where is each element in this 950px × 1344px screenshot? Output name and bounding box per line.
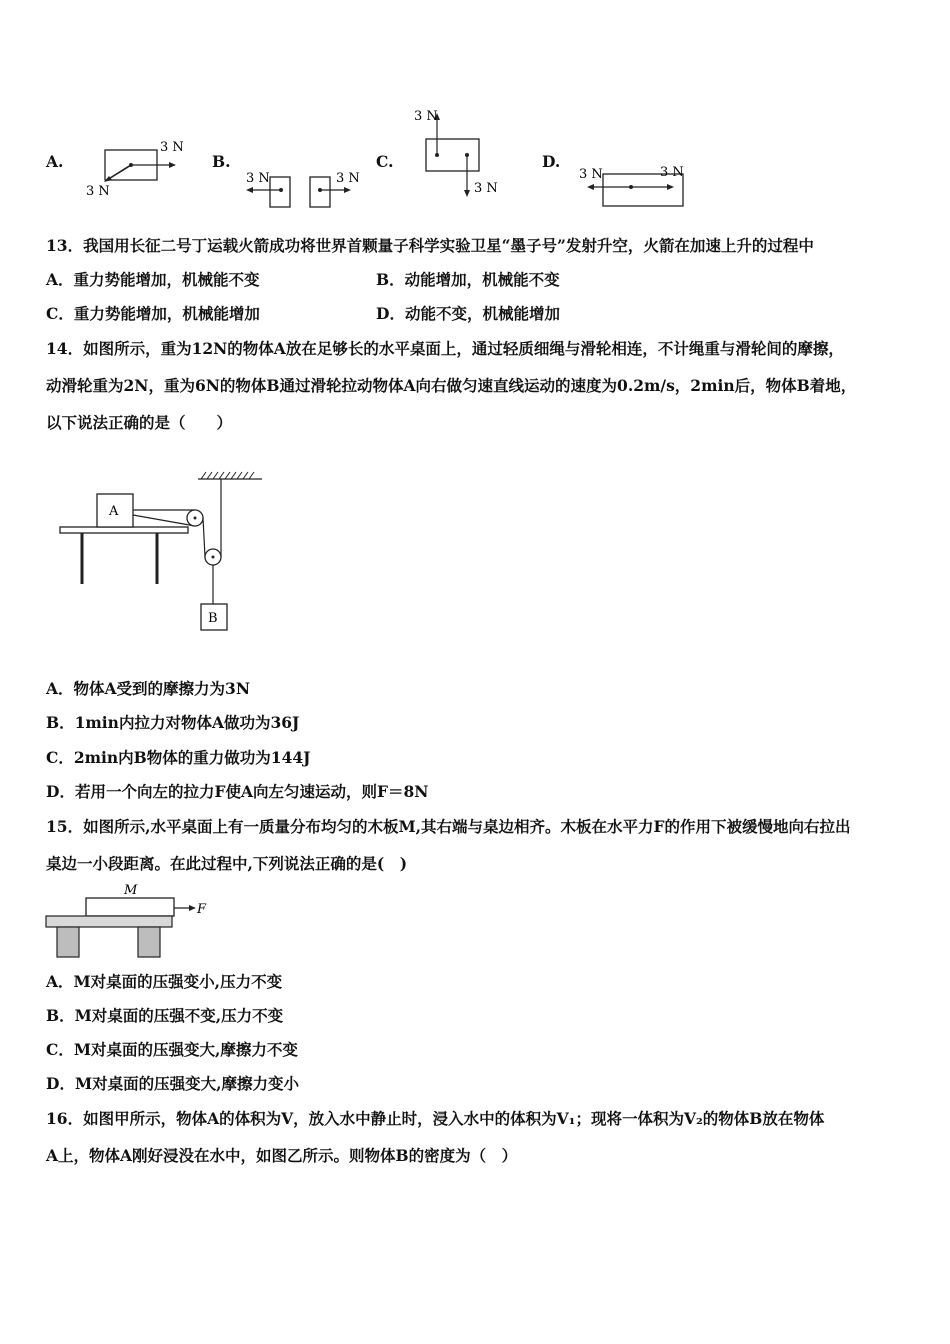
q12-option-c-diagram (410, 105, 510, 205)
force-label: 3 N (86, 184, 110, 199)
q15-stem-line-2: 桌边一小段距离。在此过程中,下列说法正确的是( ) (46, 854, 408, 873)
q12-option-b-diagram (240, 160, 370, 215)
q15-option-c: C．M对桌面的压强变大,摩擦力不变 (46, 1040, 298, 1059)
q14-stem-line-3: 以下说法正确的是（ ） (46, 413, 233, 432)
q16-stem-line-1: 16．如图甲所示，物体A的体积为V，放入水中静止时，浸入水中的体积为V₁；现将一体积为V₂的物体B放在物体 (46, 1109, 825, 1128)
q14-option-c: C．2min内B物体的重力做功为144J (46, 748, 311, 767)
q12-option-a-label: A. (46, 152, 64, 171)
force-label: 3 N (414, 109, 438, 124)
force-label: 3 N (579, 167, 603, 182)
q14-option-d: D．若用一个向左的拉力F使A向左匀速运动，则F＝8N (46, 782, 429, 801)
q15-option-a: A．M对桌面的压强变小,压力不变 (46, 972, 283, 991)
q12-option-c-label: C. (376, 152, 394, 171)
q13-option-a: A．重力势能增加，机械能不变 (46, 270, 260, 289)
q14-option-b: B．1min内拉力对物体A做功为36J (46, 713, 300, 732)
q12-option-d-label: D. (542, 152, 561, 171)
q13-option-c: C．重力势能增加，机械能增加 (46, 304, 260, 323)
force-label: 3 N (474, 181, 498, 196)
q12-option-a-diagram (80, 135, 190, 210)
q16-stem-line-2: A上，物体A刚好浸没在水中，如图乙所示。则物体B的密度为（ ） (46, 1146, 518, 1165)
q14-stem-line-1: 14．如图所示，重为12N的物体A放在足够长的水平桌面上，通过轻质细绳与滑轮相连，不计绳重与滑轮间的摩擦， (46, 339, 844, 358)
q15-option-d: D．M对桌面的压强变大,摩擦力变小 (46, 1074, 299, 1093)
force-label: 3 N (660, 165, 684, 180)
q12-option-d-diagram (575, 160, 695, 215)
board-label: M (124, 883, 138, 898)
q15-option-b: B．M对桌面的压强不变,压力不变 (46, 1006, 284, 1025)
q14-stem-line-2: 动滑轮重为2N，重为6N的物体B通过滑轮拉动物体A向右做匀速直线运动的速度为0.2m/s，2min后，物体B着地， (46, 376, 857, 395)
q15-board-diagram (44, 882, 224, 962)
q13-option-d: D．动能不变，机械能增加 (376, 304, 560, 323)
block-b-label: B (208, 611, 218, 626)
force-label: 3 N (160, 140, 184, 155)
q15-stem-line-1: 15．如图所示,水平桌面上有一质量分布均匀的木板M,其右端与桌边相齐。木板在水平力F的作用下被缓慢地向右拉出 (46, 817, 851, 836)
q13-option-b: B．动能增加，机械能不变 (376, 270, 560, 289)
q14-pulley-diagram (55, 470, 275, 640)
q14-option-a: A．物体A受到的摩擦力为3N (46, 679, 251, 698)
force-label: 3 N (336, 171, 360, 186)
force-label: 3 N (246, 171, 270, 186)
q13-stem: 13．我国用长征二号丁运载火箭成功将世界首颗量子科学实验卫星“墨子号”发射升空，火箭在加速上升的过程中 (46, 236, 814, 255)
force-label: F (197, 902, 207, 917)
q12-option-b-label: B. (212, 152, 231, 171)
block-a-label: A (109, 504, 119, 519)
